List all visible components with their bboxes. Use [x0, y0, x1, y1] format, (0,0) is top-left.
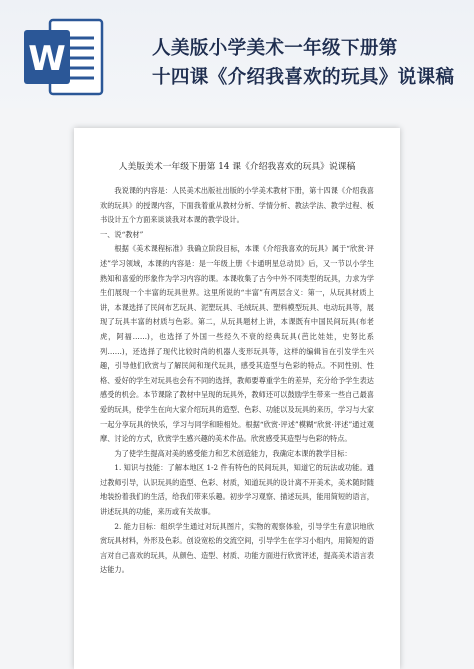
- goals-intro-paragraph: 为了使学生提高对美的感受能力和艺术创造能力，我确定本课的教学目标：: [114, 448, 352, 458]
- word-icon-letter: W: [28, 39, 66, 79]
- goal-paragraph-1: 1. 知识与技能：了解本地区 1-2 件有特色的民间玩具，知道它的玩法或功能。通过教师引导，认识玩具的造型、色彩、材质，知道玩具的设计离不开美术，美术随时随地装扮着我们的生活，给我们带来乐趣。初步学习观察、描述玩具，能用简短的语言，讲述玩具的功能，来历或有关故事。: [100, 463, 374, 517]
- goal-paragraph-2: 2. 能力目标：组织学生通过对玩具图片，实物的观察体验，引导学生有意识地欣赏玩具材料，外形及色彩。创设宽松的交流空间，引导学生在学习小组内，用简短的语言对自己喜欢的玩具，从颜色、造型、材质、功能方面进行欣赏评述，提高美术语言表达能力。: [100, 521, 374, 575]
- document-body: [100, 184, 374, 578]
- intro-paragraph: 我说课的内容是：人民美术出版社出版的小学美术教材下册，第十四课《介绍我喜欢的玩具》的授课内容，下面我着重从教材分析、学情分析、教法学法、教学过程、板书设计五个方面来谈谈我对本课的教学设计。: [100, 186, 374, 225]
- page-fade: [74, 639, 400, 669]
- word-document-icon: [20, 14, 106, 100]
- page-title-line-1: 人美版小学美术一年级下册第: [152, 38, 398, 59]
- section-heading: 一、说“教材”: [100, 229, 144, 239]
- body-paragraph: 根据《美术课程标准》我确立阶段目标，本课《介绍我喜欢的玩具》属于“欣赏·评述”学习领域，本课的内容是：是一年级上册《卡通明星总动员》后，又一节以小学生熟知和喜爱的形象作为学习内容的课。本课收集了古今中外不同类型的玩具，力求为学生们展现一个丰富的玩具世界。这里所说的“丰富”有两层含义：第一，从玩具材质上讲，本课选择了民间布艺玩具、泥塑玩具、毛绒玩具、塑料模型玩具、电动玩具等，展现了玩具丰富的材质与色彩。第二，从玩具题材上讲，本课既有中国民间玩具(布老虎，阿福……)，也选择了外国一些经久不衰的经典玩具(芭比娃娃，史努比系列……)，还选择了现代比较时尚的机器人变形玩具等，这样的编辑旨在引发学生兴趣，引导他们欣赏与了解民间和现代玩具，感受其造型与色彩的特点。不同性别、性格、爱好的学生对玩具也会有不同的选择，教师要尊重学生的差异，充分给予学生表达感受的机会。本节课除了教材中呈现的玩具外，教师还可以鼓励学生带来一些自己最喜爱的玩具，使学生在向大家介绍玩具的造型、色彩、功能以及玩具的来历，学习与大家一起分享玩具的快乐，学习与同学和睦相处。根据“欣赏·评述”模糊“欣赏·评述”通过观摩、讨论的方式，欣赏学生感兴趣的美术作品。欣赏感受其造型与色彩的特点。: [100, 244, 374, 444]
- page-title-line-2: 十四课《介绍我喜欢的玩具》说课稿: [152, 67, 455, 88]
- document-title: 人美版美术一年级下册第 14 课《介绍我喜欢的玩具》说课稿: [118, 162, 356, 172]
- page-title: [152, 34, 468, 92]
- document-page: [74, 128, 400, 669]
